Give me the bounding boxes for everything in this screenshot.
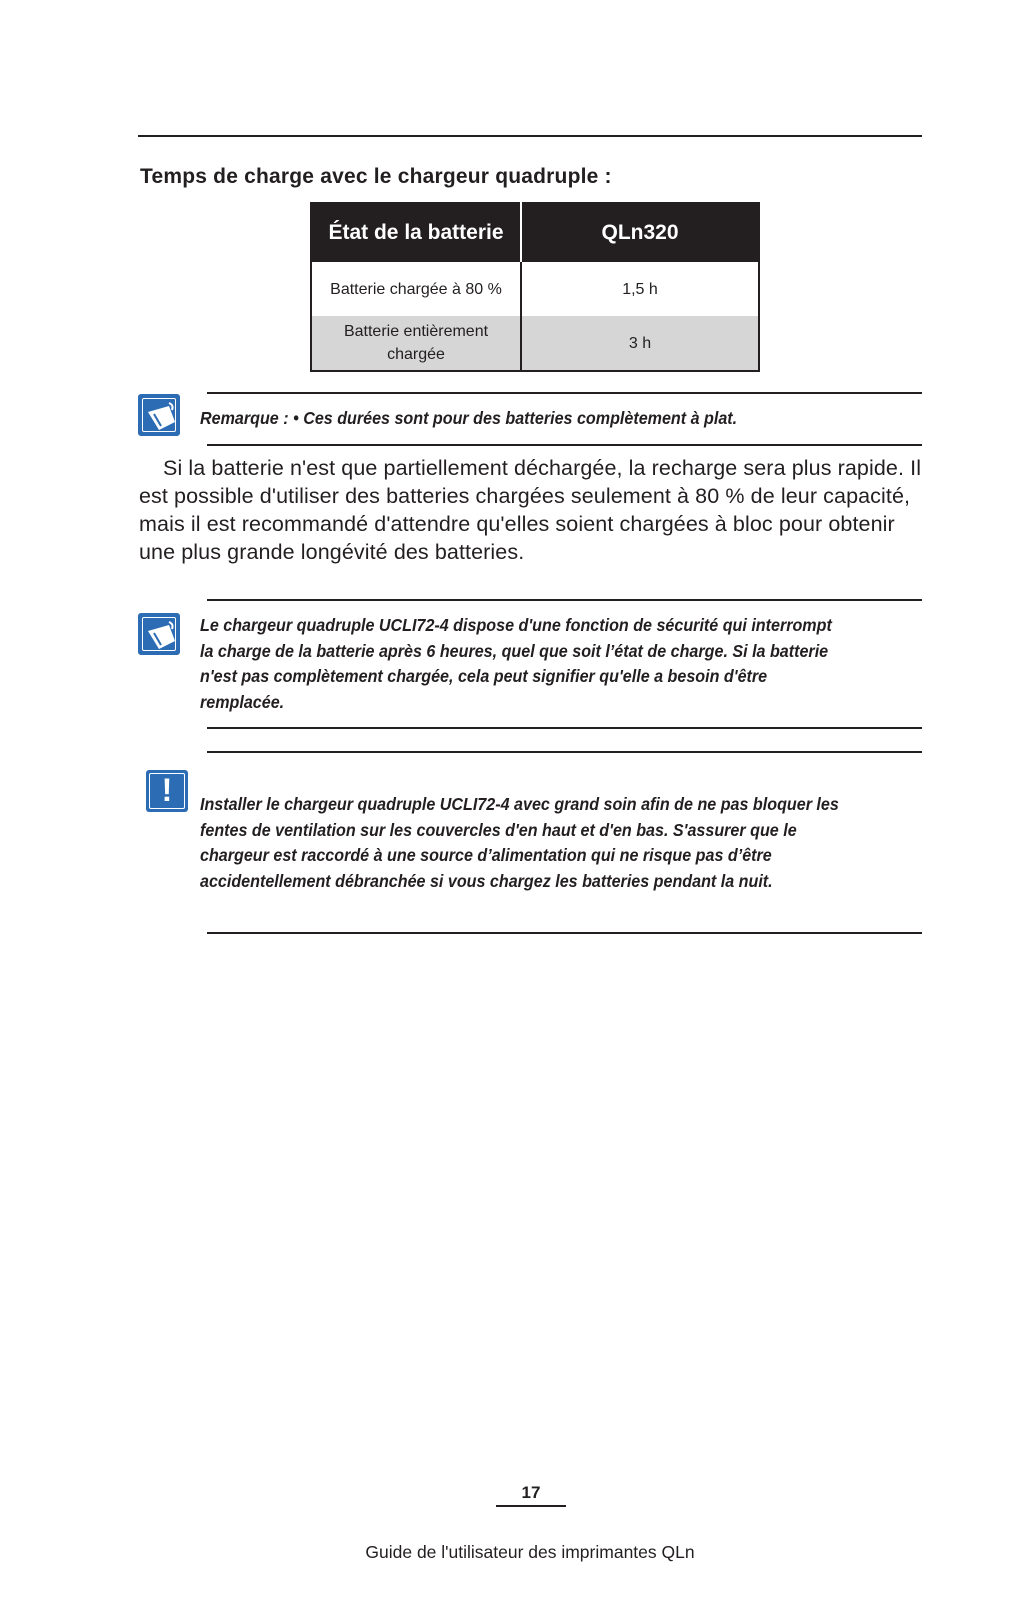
body-paragraph: Si la batterie n'est que partiellement déchargée, la recharge sera plus rapide. Il est possible d'utiliser des batteries chargées seulement à 80 % de leur capacité, mais il est recommandé d'attendre qu'elles soient chargées à bloc pour obtenir une plus grande longévité des batteries. [139,456,922,564]
note2-top-rule [207,599,922,601]
note2-text: Le chargeur quadruple UCLI72-4 dispose d'une fonction de sécurité qui interrompt la charge de la batterie après 6 heures, quel que soit l’état de charge. Si la batterie n'est pas complètement chargée, cela peut signifier qu'elle a besoin d'être remplacée. [200,615,832,712]
note-icon [138,613,180,655]
note1-bottom-rule [207,444,922,446]
note1-label: Remarque : [200,408,289,428]
table-cell-time: 3 h [521,316,759,371]
table-header-model: QLn320 [521,203,759,262]
table-cell-state: Batterie entièrement chargée [311,316,521,371]
caution-text: Installer le chargeur quadruple UCLI72-4 avec grand soin afin de ne pas bloquer les fentes de ventilation sur les couvercles d'en haut et d'en bas. S'assurer que le chargeur est raccordé à une source d’alimentation qui ne risque pas d’être accidentellement débranchée si vous chargez les batteries pendant la nuit. [200,794,839,891]
table-header-row [311,203,759,262]
note1-top-rule [207,392,922,394]
top-rule [138,135,922,137]
charge-time-table [310,202,760,372]
note2-bottom-rule [207,727,922,729]
note1-body: Ces durées sont pour des batteries complètement à plat. [303,408,738,428]
section-title: Temps de charge avec le chargeur quadruple : [140,165,612,188]
table-row [311,262,759,316]
caution-bottom-rule [207,932,922,934]
table-row [311,316,759,371]
page-number-rule [496,1505,566,1507]
table-header-battery-state: État de la batterie [311,203,521,262]
table-cell-state: Batterie chargée à 80 % [311,262,521,316]
caution-icon: ! [146,770,188,812]
page-number: 17 [521,1483,541,1502]
note-icon [138,394,180,436]
note1-text [200,406,835,432]
caution-top-rule [207,751,922,753]
footer-guide-title: Guide de l'utilisateur des imprimantes QLn [365,1542,695,1562]
table-cell-time: 1,5 h [622,280,658,298]
note1-bullet: • [293,408,299,428]
